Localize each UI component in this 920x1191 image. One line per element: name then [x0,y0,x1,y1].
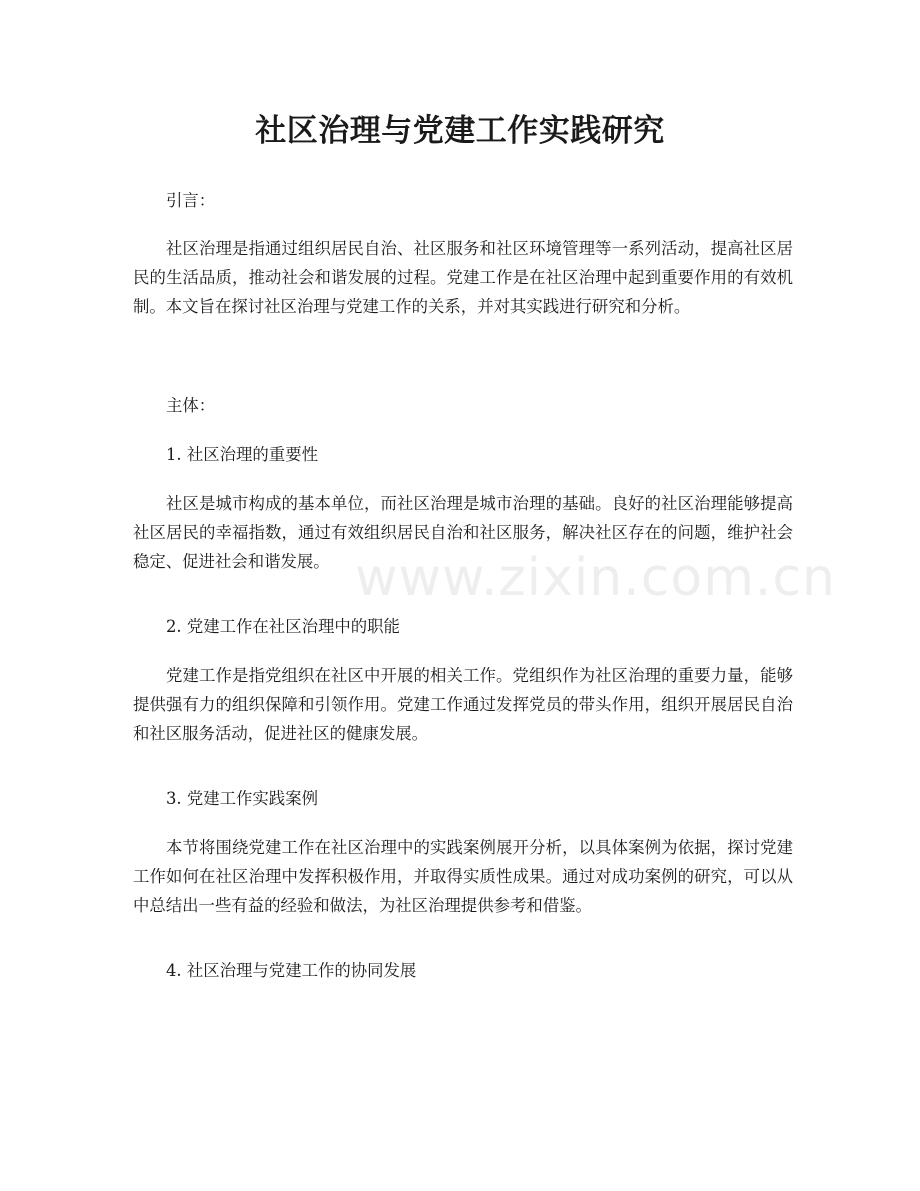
section-paragraph-3: 本节将围绕党建工作在社区治理中的实践案例展开分析，以具体案例为依据，探讨党建工作如何在社区治理中发挥积极作用，并取得实质性成果。通过对成功案例的研究，可以从中总结出一些有益的经验和做法，为社区治理提供参考和借鉴。 [133,838,793,915]
section-paragraph-2: 党建工作是指党组织在社区中开展的相关工作。党组织作为社区治理的重要力量，能够提供强有力的组织保障和引领作用。党建工作通过发挥党员的带头作用，组织开展居民自治和社区服务活动，促进社区的健康发展。 [133,666,793,743]
section-heading-3: 3. 党建工作实践案例 [166,789,318,808]
body-label: 主体： [166,396,216,415]
watermark: www.zixin.com.cn [355,548,836,608]
section-paragraph-1: 社区是城市构成的基本单位，而社区治理是城市治理的基础。良好的社区治理能够提高社区居民的幸福指数，通过有效组织居民自治和社区服务，解决社区存在的问题，维护社会稳定、促进社会和谐发展。 [133,494,793,571]
section-heading-1: 1. 社区治理的重要性 [166,445,318,464]
intro-label: 引言： [166,191,216,210]
document-title: 社区治理与党建工作实践研究 [255,113,665,149]
section-heading-4: 4. 社区治理与党建工作的协同发展 [166,961,417,980]
section-heading-2: 2. 党建工作在社区治理中的职能 [166,617,400,636]
intro-paragraph: 社区治理是指通过组织居民自治、社区服务和社区环境管理等一系列活动，提高社区居民的生活品质，推动社会和谐发展的过程。党建工作是在社区治理中起到重要作用的有效机制。本文旨在探讨社区治理与党建工作的关系，并对其实践进行研究和分析。 [133,239,793,316]
